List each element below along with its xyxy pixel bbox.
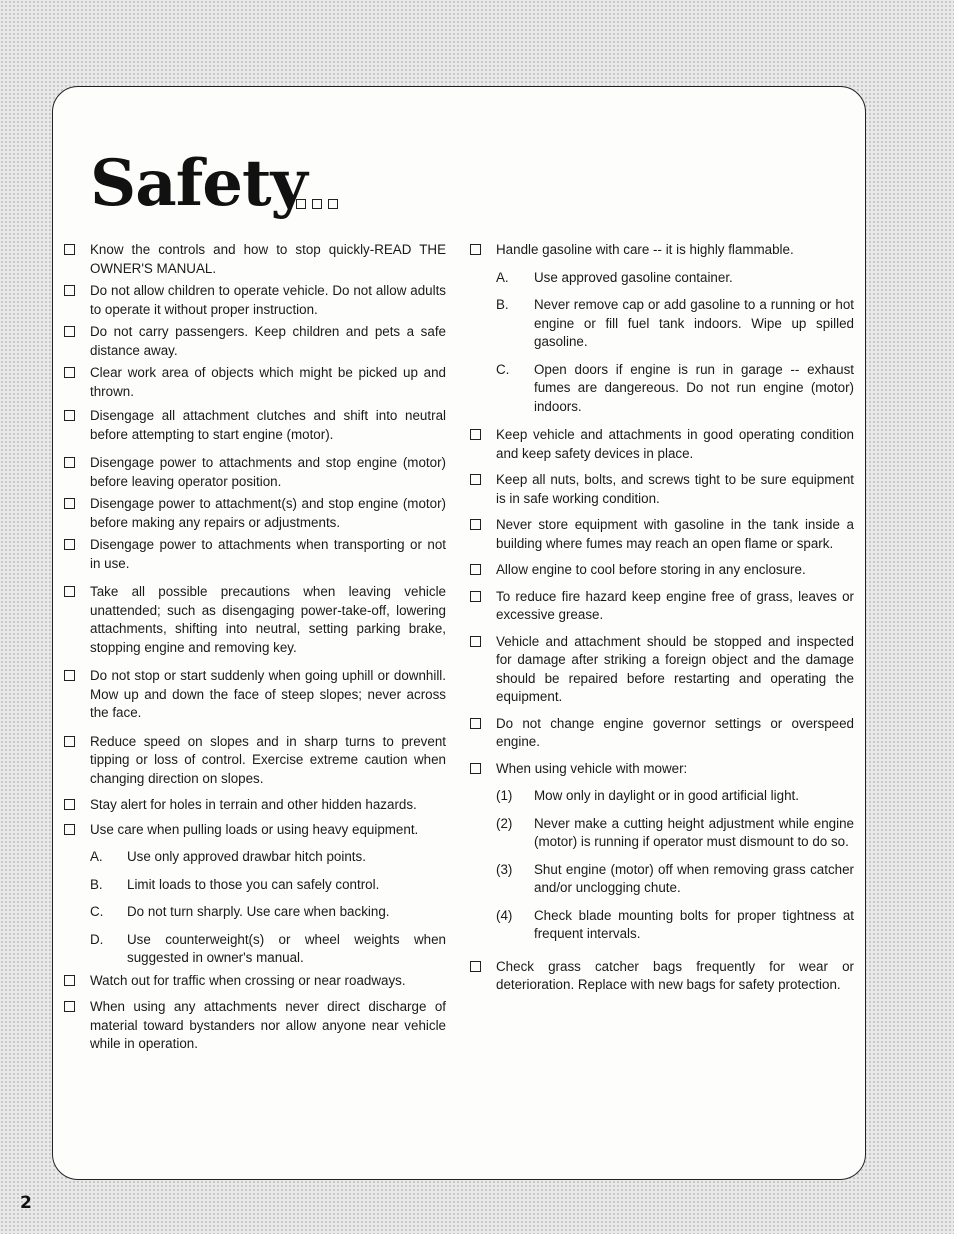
safety-rule-text: Never store equipment with gasoline in the tank inside a building where fumes may reach an open flame or spark. [496, 517, 854, 551]
safety-rule-text: Use care when pulling loads or using heavy equipment. [90, 821, 419, 837]
safety-subrule [468, 296, 854, 352]
safety-rule-text: Vehicle and attachment should be stopped and inspected for damage after striking a foreign object and the damage should be repaired before restarting and operating the equipment. [496, 633, 854, 704]
safety-rule [468, 471, 854, 508]
safety-subrule [468, 907, 854, 944]
subrule-label: C. [90, 904, 104, 919]
subrule-label: (4) [496, 907, 513, 923]
checkbox-icon [470, 718, 481, 729]
safety-rule [62, 583, 446, 657]
checkbox-icon [64, 670, 75, 681]
safety-rule [62, 241, 446, 278]
safety-rule [62, 998, 446, 1054]
checkbox-icon [470, 763, 481, 774]
right-column [468, 241, 854, 999]
safety-subrule [468, 815, 854, 852]
checkbox-icon [470, 429, 481, 440]
subrule-text: Use counterweight(s) or wheel weights when suggested in owner's manual. [127, 931, 446, 965]
checkbox-icon [64, 539, 75, 550]
safety-rule-text: Take all possible precautions when leaving vehicle unattended; such as disengaging power-take-off, lowering attachments, shifting into neutral, setting parking brake, stopping engine and removing key. [90, 584, 446, 655]
safety-rule-text: Keep vehicle and attachments in good operating condition and keep safety devices in place. [496, 427, 854, 461]
safety-rule [62, 536, 446, 573]
checkbox-icon [328, 199, 338, 209]
safety-rule-text: Disengage all attachment clutches and shift into neutral before attempting to start engine (motor). [90, 408, 446, 442]
subrule-label: A. [496, 269, 509, 285]
subrule-label: B. [496, 297, 509, 312]
checkbox-icon [470, 519, 481, 530]
subrule-text: Do not turn sharply. Use care when backing. [127, 904, 390, 919]
subrule-text: Limit loads to those you can safely control. [127, 876, 380, 892]
safety-rule-text: Reduce speed on slopes and in sharp turns to prevent tipping or loss of control. Exercise extreme caution when changing direction on slopes. [90, 733, 446, 786]
safety-rule [468, 958, 854, 995]
subrule-label: B. [90, 876, 103, 892]
safety-rule-text: Check grass catcher bags frequently for wear or deterioration. Replace with new bags for safety protection. [496, 958, 854, 992]
left-column [62, 241, 446, 1058]
safety-rule-text: When using any attachments never direct discharge of material toward bystanders nor allow anyone near vehicle while in operation. [90, 999, 446, 1051]
checkbox-icon [64, 285, 75, 296]
checkbox-icon [64, 1001, 75, 1012]
safety-rule [62, 282, 446, 319]
subrule-text: Never make a cutting height adjustment while engine (motor) is running if operator must dismount to do so. [534, 815, 854, 849]
checkbox-icon [64, 799, 75, 810]
checkbox-icon [64, 824, 75, 835]
subrule-label: (1) [496, 788, 513, 803]
safety-rule-text: Do not stop or start suddenly when going uphill or downhill. Mow up and down the face of steep slopes; never across the face. [90, 668, 446, 720]
checkbox-icon [64, 457, 75, 468]
safety-subrule [468, 269, 854, 288]
safety-rule [62, 323, 446, 360]
subrule-label: (2) [496, 815, 513, 831]
safety-subrule [468, 787, 854, 806]
safety-rule [62, 407, 446, 444]
checkbox-icon [64, 736, 75, 747]
safety-rule [468, 633, 854, 707]
safety-rule-text: Handle gasoline with care -- it is highly flammable. [496, 242, 794, 257]
safety-rule [468, 588, 854, 625]
safety-rule [62, 667, 446, 723]
subrule-label: (3) [496, 861, 513, 877]
safety-rule-text: Stay alert for holes in terrain and other hidden hazards. [90, 797, 417, 812]
safety-rule [62, 495, 446, 532]
checkbox-icon [64, 975, 75, 986]
safety-subrule [468, 361, 854, 417]
title-decoration-boxes [296, 199, 338, 209]
safety-rule [62, 733, 446, 789]
page-number: 2 [20, 1193, 32, 1213]
subrule-label: C. [496, 361, 510, 377]
safety-rule [468, 561, 854, 580]
safety-rule-text: Keep all nuts, bolts, and screws tight to be sure equipment is in safe working condition. [496, 472, 854, 506]
safety-rule-text: Do not carry passengers. Keep children and pets a safe distance away. [90, 324, 446, 358]
safety-subrule [468, 861, 854, 898]
safety-rule [468, 760, 854, 779]
checkbox-icon [64, 326, 75, 337]
safety-subrule [62, 848, 446, 867]
safety-rule [62, 796, 446, 815]
safety-rule-text: To reduce fire hazard keep engine free of grass, leaves or excessive grease. [496, 588, 854, 622]
checkbox-icon [470, 591, 481, 602]
safety-rule-text: Do not change engine governor settings or overspeed engine. [496, 715, 854, 749]
subrule-text: Use approved gasoline container. [534, 269, 733, 285]
safety-rule-text: Disengage power to attachment(s) and stop engine (motor) before making any repairs or adjustments. [90, 496, 446, 530]
safety-rule-text: Clear work area of objects which might be picked up and thrown. [90, 365, 446, 399]
safety-rule-text: When using vehicle with mower: [496, 760, 688, 776]
safety-rule [468, 715, 854, 752]
checkbox-icon [470, 564, 481, 575]
subrule-label: D. [90, 931, 104, 947]
subrule-text: Use only approved drawbar hitch points. [127, 849, 366, 864]
safety-rule [62, 364, 446, 401]
checkbox-icon [470, 636, 481, 647]
subrule-text: Mow only in daylight or in good artificial light. [534, 788, 799, 803]
safety-subrule [62, 876, 446, 895]
safety-rule-text: Disengage power to attachments and stop engine (motor) before leaving operator position. [90, 455, 446, 489]
safety-rule [62, 821, 446, 840]
checkbox-icon [64, 367, 75, 378]
safety-rule [62, 454, 446, 491]
safety-rule-text: Watch out for traffic when crossing or near roadways. [90, 972, 406, 988]
subrule-text: Never remove cap or add gasoline to a running or hot engine or fill fuel tank indoors. Wipe up spilled gasoline. [534, 297, 854, 349]
safety-rule [468, 426, 854, 463]
subrule-label: A. [90, 849, 103, 864]
page-title: Safety [90, 146, 307, 221]
checkbox-icon [296, 199, 306, 209]
checkbox-icon [470, 961, 481, 972]
safety-subrule [62, 931, 446, 968]
checkbox-icon [312, 199, 322, 209]
safety-rule-text: Do not allow children to operate vehicle. Do not allow adults to operate it without proper instruction. [90, 283, 446, 317]
safety-rule-text: Disengage power to attachments when transporting or not in use. [90, 537, 446, 571]
subrule-text: Check blade mounting bolts for proper tightness at frequent intervals. [534, 907, 854, 941]
safety-rule [62, 972, 446, 991]
checkbox-icon [470, 474, 481, 485]
safety-subrule [62, 903, 446, 922]
checkbox-icon [470, 244, 481, 255]
subrule-text: Shut engine (motor) off when removing grass catcher and/or unclogging chute. [534, 861, 854, 895]
checkbox-icon [64, 498, 75, 509]
subrule-text: Open doors if engine is run in garage -- exhaust fumes are dangereous. Do not run engine (motor) indoors. [534, 361, 854, 414]
safety-rule [468, 516, 854, 553]
checkbox-icon [64, 586, 75, 597]
checkbox-icon [64, 244, 75, 255]
safety-rule-text: Allow engine to cool before storing in any enclosure. [496, 562, 806, 577]
safety-rule [468, 241, 854, 260]
safety-rule-text: Know the controls and how to stop quickly-READ THE OWNER'S MANUAL. [90, 242, 446, 276]
checkbox-icon [64, 410, 75, 421]
